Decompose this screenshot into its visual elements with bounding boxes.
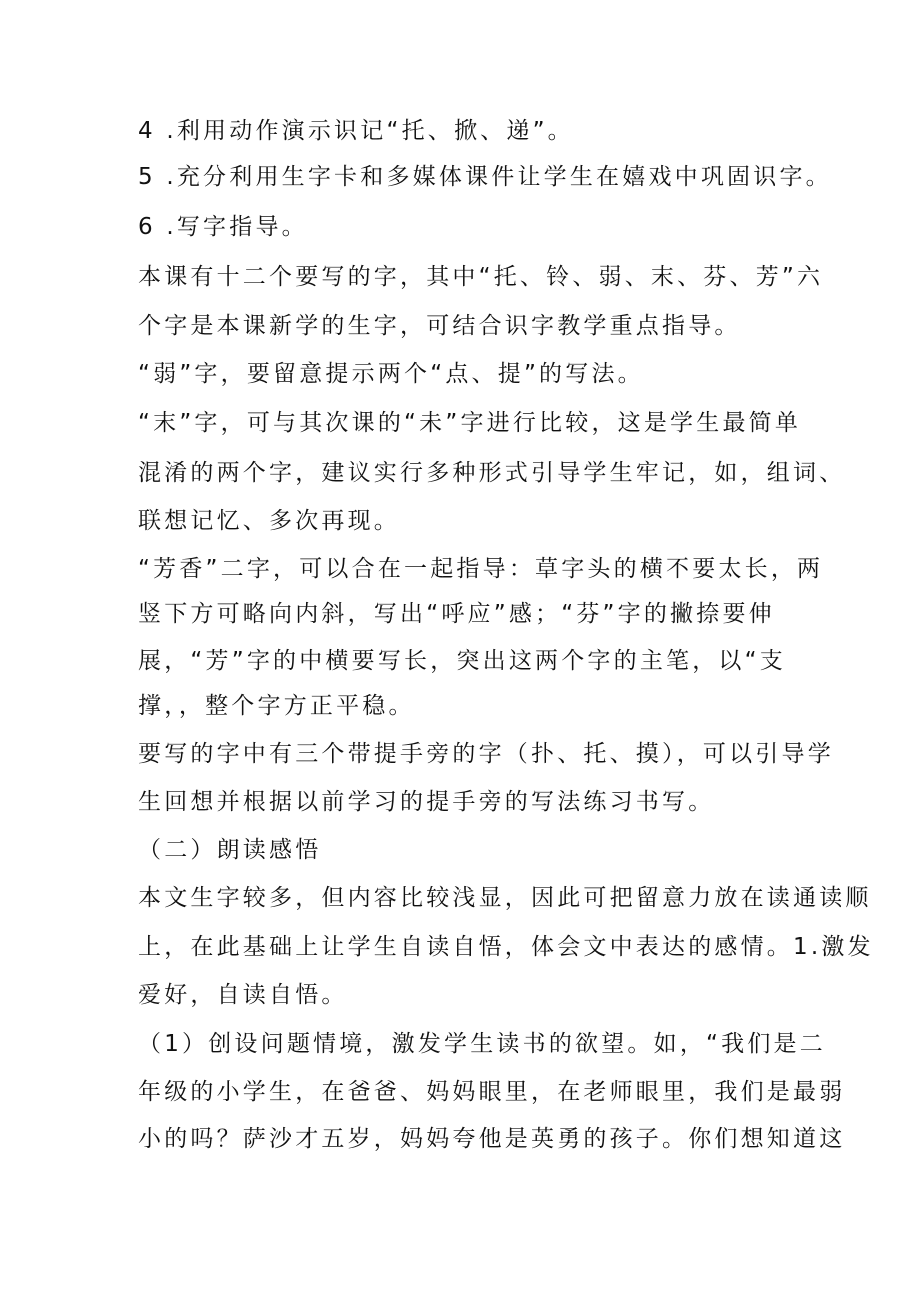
section-heading: （二）朗读感悟 <box>138 837 322 863</box>
text-line: 竖下方可略向内斜，写出“呼应”感；“芬”字的撇捺要伸 <box>138 601 775 627</box>
text-line: 6 .写字指导。 <box>138 214 308 240</box>
text-line: 要写的字中有三个带提手旁的字（扑、托、摸），可以引导学 <box>138 741 834 767</box>
text-line: 上，在此基础上让学生自读自悟，体会文中表达的感情。1.激发 <box>138 934 874 960</box>
text-line: 展，“芳”字的中横要写长，突出这两个字的主笔，以“支 <box>138 648 786 674</box>
text-line: 混淆的两个字，建议实行多种形式引导学生牢记，如，组词、 <box>138 460 846 486</box>
text-line: 生回想并根据以前学习的提手旁的写法练习书写。 <box>138 789 715 815</box>
text-line: 4 .利用动作演示识记“托、掀、递”。 <box>138 118 574 144</box>
text-line: 小的吗？萨沙才五岁，妈妈夸他是英勇的孩子。你们想知道这 <box>138 1126 846 1152</box>
text-line: 爱好，自读自悟。 <box>138 982 348 1008</box>
text-line: 撑，，整个字方正平稳。 <box>138 693 415 719</box>
text-line: “弱”字，要留意提示两个“点、提”的写法。 <box>138 361 644 387</box>
text-line: “芳香”二字，可以合在一起指导：草字头的横不要太长，两 <box>138 556 824 582</box>
text-line: 年级的小学生，在爸爸、妈妈眼里，在老师眼里，我们是最弱 <box>138 1079 846 1105</box>
text-line: 本文生字较多，但内容比较浅显，因此可把留意力放在读通读顺 <box>138 885 872 911</box>
text-line: 个字是本课新学的生字，可结合识字教学重点指导。 <box>138 313 741 339</box>
text-line: 联想记忆、多次再现。 <box>138 508 400 534</box>
text-line: 5 .充分利用生字卡和多媒体课件让学生在嬉戏中巩固识字。 <box>138 164 832 190</box>
text-line: 本课有十二个要写的字，其中“托、铃、弱、末、芬、芳”六 <box>138 264 824 290</box>
text-line: “末”字，可与其次课的“未”字进行比较，这是学生最简单 <box>138 410 802 436</box>
text-line: （1）创设问题情境，激发学生读书的欲望。如，“我们是二 <box>138 1031 826 1057</box>
